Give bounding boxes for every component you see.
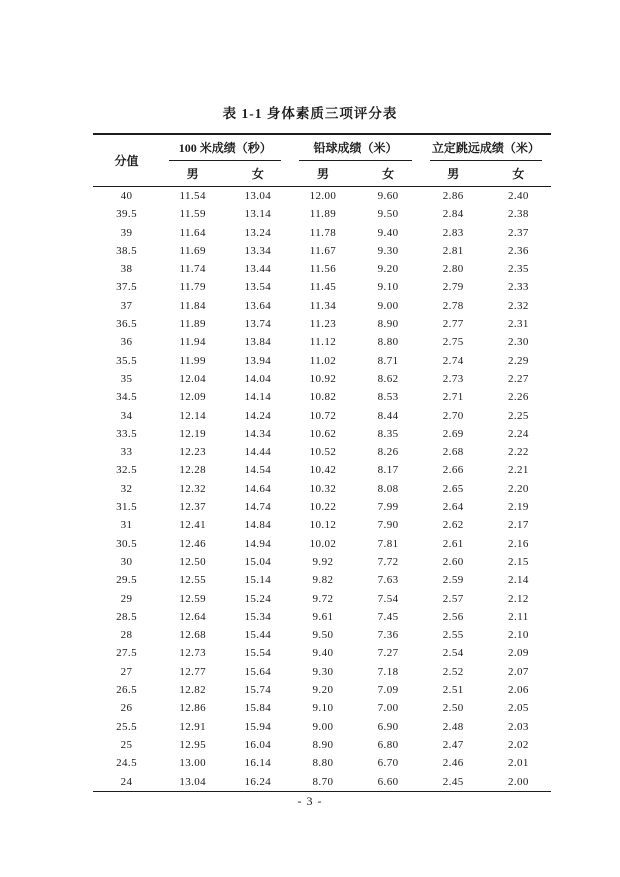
value-cell: 2.17 bbox=[507, 519, 529, 532]
value-cell: 11.59 bbox=[179, 208, 206, 221]
value-cell: 2.64 bbox=[442, 501, 464, 514]
score-cell: 26 bbox=[120, 702, 133, 715]
score-cell: 31 bbox=[120, 519, 133, 532]
value-cell: 7.27 bbox=[377, 647, 399, 660]
value-cell: 12.41 bbox=[179, 519, 207, 532]
score-cell: 25 bbox=[120, 738, 133, 751]
score-cell: 36.5 bbox=[116, 318, 137, 331]
value-cell: 13.94 bbox=[244, 354, 272, 367]
table-row bbox=[93, 224, 551, 242]
col-header-score: 分值 bbox=[93, 134, 160, 187]
value-cell: 9.00 bbox=[312, 720, 334, 733]
value-cell: 14.64 bbox=[244, 482, 272, 495]
value-cell: 9.40 bbox=[377, 226, 399, 239]
value-cell: 2.69 bbox=[442, 427, 464, 440]
value-cell: 11.34 bbox=[309, 299, 337, 312]
value-cell: 2.07 bbox=[507, 665, 529, 678]
value-cell: 9.10 bbox=[312, 702, 334, 715]
value-cell: 15.34 bbox=[244, 610, 272, 623]
value-cell: 12.59 bbox=[179, 592, 207, 605]
score-cell: 40 bbox=[120, 190, 133, 202]
value-cell: 2.48 bbox=[442, 720, 464, 733]
table-row bbox=[93, 608, 551, 626]
value-cell: 13.14 bbox=[244, 208, 272, 221]
value-cell: 14.94 bbox=[244, 537, 272, 550]
col-group-longjump-label: 立定跳远成绩（米） bbox=[430, 137, 542, 161]
col-header-longjump-female: 女 bbox=[486, 161, 551, 187]
value-cell: 2.77 bbox=[442, 318, 464, 331]
value-cell: 9.72 bbox=[312, 592, 334, 605]
value-cell: 2.65 bbox=[442, 482, 464, 495]
value-cell: 11.56 bbox=[309, 263, 337, 276]
table-row bbox=[93, 278, 551, 296]
score-cell: 32.5 bbox=[116, 464, 137, 477]
value-cell: 15.04 bbox=[244, 555, 272, 568]
value-cell: 2.47 bbox=[442, 738, 464, 751]
table-row bbox=[93, 407, 551, 425]
value-cell: 2.74 bbox=[442, 354, 464, 367]
value-cell: 2.40 bbox=[507, 190, 529, 202]
score-cell: 27 bbox=[120, 665, 133, 678]
table-row bbox=[93, 187, 551, 206]
value-cell: 2.02 bbox=[507, 738, 529, 751]
table-row bbox=[93, 644, 551, 662]
value-cell: 2.57 bbox=[442, 592, 464, 605]
score-cell: 30 bbox=[120, 555, 133, 568]
value-cell: 11.02 bbox=[309, 354, 337, 367]
value-cell: 14.54 bbox=[244, 464, 272, 477]
value-cell: 16.14 bbox=[244, 757, 272, 770]
value-cell: 8.44 bbox=[377, 409, 399, 422]
table-title: 表 1-1 身体素质三项评分表 bbox=[222, 106, 398, 121]
value-cell: 2.12 bbox=[507, 592, 529, 605]
table-row bbox=[93, 242, 551, 260]
value-cell: 16.24 bbox=[244, 775, 272, 788]
value-cell: 15.14 bbox=[244, 574, 272, 587]
value-cell: 11.64 bbox=[179, 226, 206, 239]
score-cell: 25.5 bbox=[116, 720, 137, 733]
value-cell: 13.24 bbox=[244, 226, 272, 239]
value-cell: 12.00 bbox=[309, 190, 337, 202]
value-cell: 12.86 bbox=[179, 702, 207, 715]
value-cell: 11.23 bbox=[309, 318, 337, 331]
value-cell: 15.44 bbox=[244, 629, 272, 642]
value-cell: 8.90 bbox=[312, 738, 334, 751]
value-cell: 8.35 bbox=[377, 427, 399, 440]
col-header-longjump-male: 男 bbox=[421, 161, 486, 187]
value-cell: 13.00 bbox=[179, 757, 207, 770]
value-cell: 15.74 bbox=[244, 684, 272, 697]
value-cell: 6.80 bbox=[377, 738, 399, 751]
value-cell: 9.92 bbox=[312, 555, 334, 568]
value-cell: 2.50 bbox=[442, 702, 464, 715]
value-cell: 7.09 bbox=[377, 684, 399, 697]
value-cell: 2.59 bbox=[442, 574, 464, 587]
value-cell: 15.54 bbox=[244, 647, 272, 660]
value-cell: 2.78 bbox=[442, 299, 464, 312]
value-cell: 2.84 bbox=[442, 208, 464, 221]
value-cell: 6.70 bbox=[377, 757, 399, 770]
value-cell: 2.56 bbox=[442, 610, 464, 623]
value-cell: 2.45 bbox=[442, 775, 464, 788]
score-cell: 32 bbox=[120, 482, 133, 495]
value-cell: 13.84 bbox=[244, 336, 272, 349]
value-cell: 2.75 bbox=[442, 336, 464, 349]
table-row bbox=[93, 773, 551, 792]
value-cell: 11.89 bbox=[179, 318, 206, 331]
value-cell: 15.24 bbox=[244, 592, 272, 605]
value-cell: 2.25 bbox=[507, 409, 529, 422]
value-cell: 15.94 bbox=[244, 720, 272, 733]
score-cell: 34 bbox=[120, 409, 133, 422]
value-cell: 2.86 bbox=[442, 190, 464, 202]
table-row bbox=[93, 260, 551, 278]
score-cell: 35 bbox=[120, 372, 133, 385]
value-cell: 7.54 bbox=[377, 592, 399, 605]
col-header-shotput-female: 女 bbox=[356, 161, 421, 187]
value-cell: 12.77 bbox=[179, 665, 207, 678]
value-cell: 2.68 bbox=[442, 446, 464, 459]
value-cell: 2.22 bbox=[507, 446, 529, 459]
value-cell: 12.09 bbox=[179, 391, 207, 404]
col-header-shotput-male: 男 bbox=[290, 161, 355, 187]
value-cell: 10.62 bbox=[309, 427, 337, 440]
value-cell: 2.29 bbox=[507, 354, 529, 367]
value-cell: 2.09 bbox=[507, 647, 529, 660]
score-table bbox=[93, 133, 551, 792]
score-cell: 26.5 bbox=[116, 684, 137, 697]
score-cell: 33 bbox=[120, 446, 133, 459]
value-cell: 8.26 bbox=[377, 446, 399, 459]
value-cell: 7.72 bbox=[377, 555, 399, 568]
value-cell: 2.24 bbox=[507, 427, 529, 440]
value-cell: 12.23 bbox=[179, 446, 207, 459]
value-cell: 2.79 bbox=[442, 281, 464, 294]
value-cell: 13.74 bbox=[244, 318, 272, 331]
value-cell: 2.46 bbox=[442, 757, 464, 770]
value-cell: 2.14 bbox=[507, 574, 529, 587]
value-cell: 8.08 bbox=[377, 482, 399, 495]
score-cell: 36 bbox=[120, 336, 133, 349]
table-row bbox=[93, 571, 551, 589]
value-cell: 7.81 bbox=[377, 537, 399, 550]
table-row bbox=[93, 443, 551, 461]
page-number: - 3 - bbox=[297, 794, 323, 808]
value-cell: 9.50 bbox=[377, 208, 399, 221]
value-cell: 2.70 bbox=[442, 409, 464, 422]
value-cell: 11.99 bbox=[179, 354, 206, 367]
value-cell: 8.53 bbox=[377, 391, 399, 404]
score-cell: 37 bbox=[120, 299, 133, 312]
header-row-groups bbox=[93, 134, 551, 161]
value-cell: 11.94 bbox=[179, 336, 206, 349]
value-cell: 10.52 bbox=[309, 446, 337, 459]
value-cell: 8.71 bbox=[377, 354, 399, 367]
value-cell: 12.32 bbox=[179, 482, 207, 495]
score-cell: 38 bbox=[120, 263, 133, 276]
value-cell: 12.04 bbox=[179, 372, 207, 385]
value-cell: 12.46 bbox=[179, 537, 207, 550]
value-cell: 2.61 bbox=[442, 537, 464, 550]
value-cell: 13.34 bbox=[244, 244, 272, 257]
table-row bbox=[93, 553, 551, 571]
value-cell: 10.22 bbox=[309, 501, 337, 514]
value-cell: 2.01 bbox=[507, 757, 529, 770]
value-cell: 9.20 bbox=[377, 263, 399, 276]
value-cell: 2.32 bbox=[507, 299, 529, 312]
col-group-shotput-label: 铅球成绩（米） bbox=[299, 137, 411, 161]
value-cell: 2.05 bbox=[507, 702, 529, 715]
score-cell: 24.5 bbox=[116, 757, 137, 770]
value-cell: 7.18 bbox=[377, 665, 399, 678]
value-cell: 2.35 bbox=[507, 263, 529, 276]
score-cell: 39 bbox=[120, 226, 133, 239]
value-cell: 9.82 bbox=[312, 574, 334, 587]
col-header-100m-female: 女 bbox=[225, 161, 290, 187]
value-cell: 11.12 bbox=[309, 336, 337, 349]
value-cell: 15.84 bbox=[244, 702, 272, 715]
col-group-100m-label: 100 米成绩（秒） bbox=[169, 137, 281, 161]
value-cell: 8.80 bbox=[377, 336, 399, 349]
header-row-sub bbox=[93, 161, 551, 187]
value-cell: 10.82 bbox=[309, 391, 337, 404]
value-cell: 9.40 bbox=[312, 647, 334, 660]
value-cell: 14.84 bbox=[244, 519, 272, 532]
value-cell: 12.14 bbox=[179, 409, 207, 422]
value-cell: 2.83 bbox=[442, 226, 464, 239]
value-cell: 9.10 bbox=[377, 281, 399, 294]
value-cell: 2.73 bbox=[442, 372, 464, 385]
value-cell: 11.54 bbox=[179, 190, 206, 202]
col-group-shotput bbox=[290, 134, 420, 161]
value-cell: 2.81 bbox=[442, 244, 464, 257]
value-cell: 9.50 bbox=[312, 629, 334, 642]
table-row bbox=[93, 297, 551, 315]
value-cell: 12.73 bbox=[179, 647, 207, 660]
table-row bbox=[93, 590, 551, 608]
value-cell: 11.79 bbox=[179, 281, 206, 294]
table-row bbox=[93, 425, 551, 443]
value-cell: 2.31 bbox=[507, 318, 529, 331]
value-cell: 7.99 bbox=[377, 501, 399, 514]
value-cell: 16.04 bbox=[244, 738, 272, 751]
score-cell: 31.5 bbox=[116, 501, 137, 514]
score-cell: 38.5 bbox=[116, 244, 137, 257]
table-body bbox=[93, 187, 551, 792]
table-row bbox=[93, 370, 551, 388]
table-row bbox=[93, 498, 551, 516]
value-cell: 9.00 bbox=[377, 299, 399, 312]
table-row bbox=[93, 388, 551, 406]
value-cell: 2.33 bbox=[507, 281, 529, 294]
value-cell: 2.38 bbox=[507, 208, 529, 221]
score-cell: 35.5 bbox=[116, 354, 137, 367]
score-cell: 39.5 bbox=[116, 208, 137, 221]
table-row bbox=[93, 718, 551, 736]
score-cell: 27.5 bbox=[116, 647, 137, 660]
table-row bbox=[93, 516, 551, 534]
value-cell: 14.34 bbox=[244, 427, 272, 440]
value-cell: 9.61 bbox=[312, 610, 334, 623]
value-cell: 6.60 bbox=[377, 775, 399, 788]
value-cell: 12.55 bbox=[179, 574, 207, 587]
value-cell: 2.26 bbox=[507, 391, 529, 404]
value-cell: 13.54 bbox=[244, 281, 272, 294]
value-cell: 10.92 bbox=[309, 372, 337, 385]
value-cell: 11.84 bbox=[179, 299, 206, 312]
value-cell: 14.24 bbox=[244, 409, 272, 422]
value-cell: 2.11 bbox=[508, 610, 529, 623]
value-cell: 14.04 bbox=[244, 372, 272, 385]
value-cell: 11.67 bbox=[309, 244, 337, 257]
value-cell: 2.37 bbox=[507, 226, 529, 239]
score-cell: 29 bbox=[120, 592, 133, 605]
value-cell: 12.37 bbox=[179, 501, 207, 514]
value-cell: 2.71 bbox=[442, 391, 464, 404]
table-row bbox=[93, 205, 551, 223]
value-cell: 13.64 bbox=[244, 299, 272, 312]
value-cell: 9.60 bbox=[377, 190, 399, 202]
value-cell: 8.70 bbox=[312, 775, 334, 788]
value-cell: 9.30 bbox=[312, 665, 334, 678]
value-cell: 2.06 bbox=[507, 684, 529, 697]
table-row bbox=[93, 736, 551, 754]
value-cell: 12.50 bbox=[179, 555, 207, 568]
value-cell: 11.89 bbox=[309, 208, 337, 221]
value-cell: 13.04 bbox=[244, 190, 272, 202]
col-group-100m bbox=[160, 134, 290, 161]
value-cell: 7.36 bbox=[377, 629, 399, 642]
value-cell: 2.10 bbox=[507, 629, 529, 642]
table-row bbox=[93, 535, 551, 553]
value-cell: 7.90 bbox=[377, 519, 399, 532]
table-row bbox=[93, 754, 551, 772]
table-row bbox=[93, 461, 551, 479]
value-cell: 7.63 bbox=[377, 574, 399, 587]
value-cell: 6.90 bbox=[377, 720, 399, 733]
col-group-longjump bbox=[421, 134, 551, 161]
table-row bbox=[93, 333, 551, 351]
value-cell: 12.19 bbox=[179, 427, 207, 440]
value-cell: 14.14 bbox=[244, 391, 272, 404]
value-cell: 15.64 bbox=[244, 665, 272, 678]
value-cell: 2.62 bbox=[442, 519, 464, 532]
value-cell: 12.82 bbox=[179, 684, 207, 697]
value-cell: 8.17 bbox=[377, 464, 399, 477]
value-cell: 10.32 bbox=[309, 482, 337, 495]
value-cell: 13.04 bbox=[179, 775, 207, 788]
value-cell: 12.68 bbox=[179, 629, 207, 642]
table-row bbox=[93, 699, 551, 717]
value-cell: 12.95 bbox=[179, 738, 207, 751]
value-cell: 2.20 bbox=[507, 482, 529, 495]
value-cell: 2.51 bbox=[442, 684, 464, 697]
table-row bbox=[93, 663, 551, 681]
value-cell: 2.52 bbox=[442, 665, 464, 678]
score-cell: 29.5 bbox=[116, 574, 137, 587]
value-cell: 10.02 bbox=[309, 537, 337, 550]
value-cell: 9.20 bbox=[312, 684, 334, 697]
value-cell: 9.30 bbox=[377, 244, 399, 257]
score-cell: 33.5 bbox=[116, 427, 137, 440]
value-cell: 2.54 bbox=[442, 647, 464, 660]
value-cell: 11.69 bbox=[179, 244, 206, 257]
value-cell: 2.36 bbox=[507, 244, 529, 257]
value-cell: 2.66 bbox=[442, 464, 464, 477]
value-cell: 12.91 bbox=[179, 720, 207, 733]
value-cell: 2.19 bbox=[507, 501, 529, 514]
value-cell: 2.15 bbox=[507, 555, 529, 568]
value-cell: 2.03 bbox=[507, 720, 529, 733]
value-cell: 7.00 bbox=[377, 702, 399, 715]
value-cell: 8.90 bbox=[377, 318, 399, 331]
table-row bbox=[93, 315, 551, 333]
value-cell: 2.55 bbox=[442, 629, 464, 642]
score-cell: 37.5 bbox=[116, 281, 137, 294]
score-cell: 28 bbox=[120, 629, 133, 642]
value-cell: 10.72 bbox=[309, 409, 337, 422]
value-cell: 10.42 bbox=[309, 464, 337, 477]
value-cell: 2.30 bbox=[507, 336, 529, 349]
value-cell: 2.27 bbox=[507, 372, 529, 385]
score-cell: 30.5 bbox=[116, 537, 137, 550]
value-cell: 11.45 bbox=[309, 281, 337, 294]
table-row bbox=[93, 626, 551, 644]
score-cell: 24 bbox=[120, 775, 133, 788]
score-cell: 34.5 bbox=[116, 391, 137, 404]
table-row bbox=[93, 352, 551, 370]
value-cell: 7.45 bbox=[377, 610, 399, 623]
value-cell: 8.62 bbox=[377, 372, 399, 385]
value-cell: 14.74 bbox=[244, 501, 272, 514]
value-cell: 2.21 bbox=[507, 464, 529, 477]
value-cell: 2.60 bbox=[442, 555, 464, 568]
value-cell: 10.12 bbox=[309, 519, 337, 532]
value-cell: 8.80 bbox=[312, 757, 334, 770]
value-cell: 11.74 bbox=[179, 263, 206, 276]
value-cell: 14.44 bbox=[244, 446, 272, 459]
value-cell: 12.64 bbox=[179, 610, 207, 623]
table-row bbox=[93, 681, 551, 699]
value-cell: 2.00 bbox=[507, 775, 529, 788]
value-cell: 11.78 bbox=[309, 226, 337, 239]
score-cell: 28.5 bbox=[116, 610, 137, 623]
value-cell: 13.44 bbox=[244, 263, 272, 276]
value-cell: 12.28 bbox=[179, 464, 207, 477]
table-row bbox=[93, 480, 551, 498]
value-cell: 2.16 bbox=[507, 537, 529, 550]
col-header-100m-male: 男 bbox=[160, 161, 225, 187]
value-cell: 2.80 bbox=[442, 263, 464, 276]
